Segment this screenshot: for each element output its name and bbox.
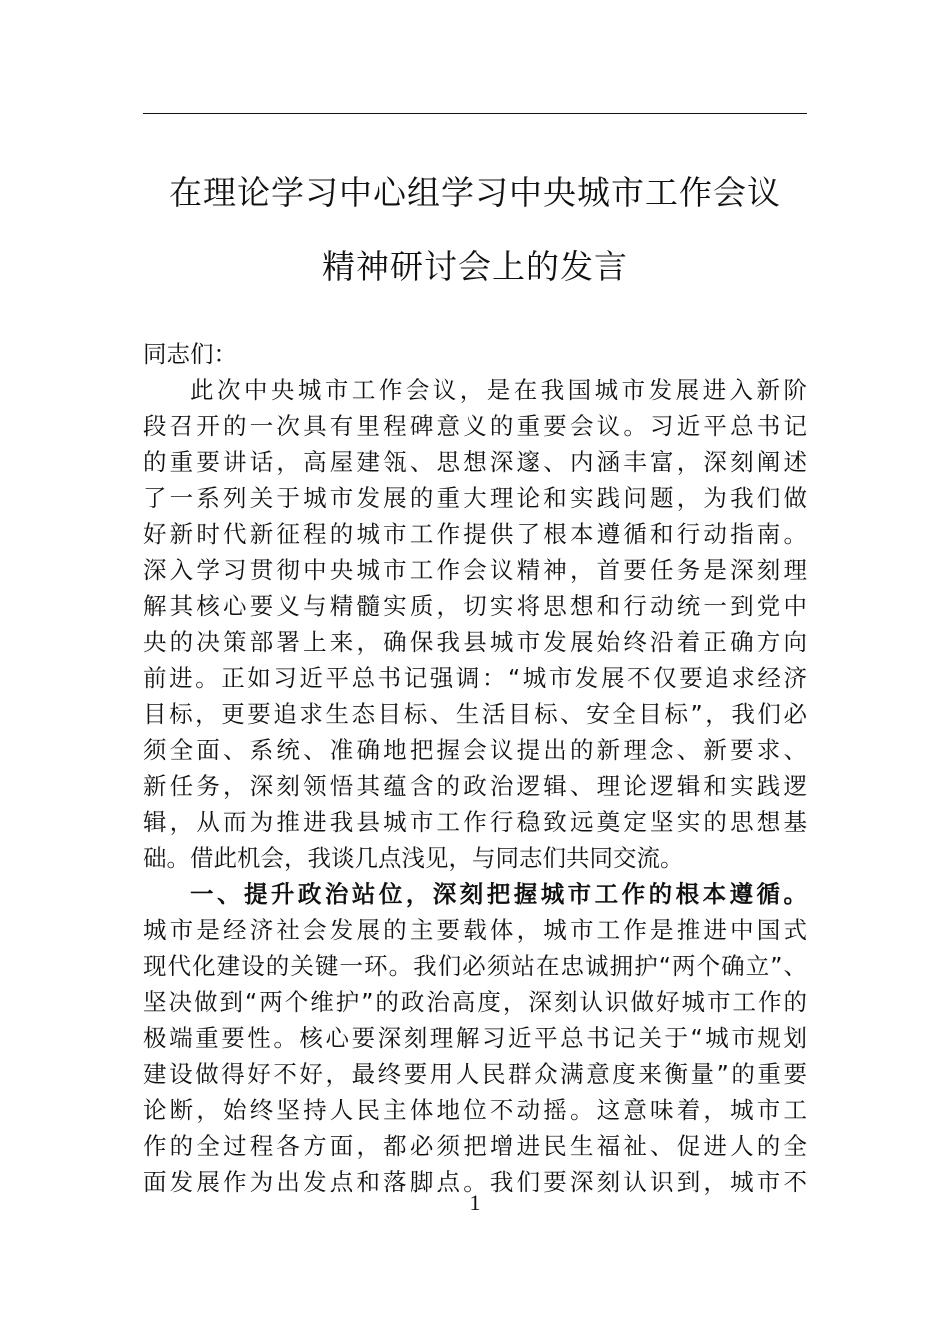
document-body <box>143 336 807 1200</box>
paragraph-line: 极端重要性。核心要深刻理解习近平总书记关于“城市规划 <box>143 1024 807 1052</box>
paragraph-line: 段召开的一次具有里程碑意义的重要会议。习近平总书记 <box>143 412 807 440</box>
paragraph-line: 好新时代新征程的城市工作提供了根本遵循和行动指南。 <box>143 520 807 548</box>
section-1-heading: 一、提升政治站位，深刻把握城市工作的根本遵循。 <box>190 880 807 908</box>
paragraph-line: 新任务，深刻领悟其蕴含的政治逻辑、理论逻辑和实践逻 <box>143 772 807 800</box>
paragraph-line: 深入学习贯彻中央城市工作会议精神，首要任务是深刻理 <box>143 556 807 584</box>
paragraph-line: 建设做得好不好，最终要用人民群众满意度来衡量”的重要 <box>143 1060 807 1088</box>
paragraph-line: 作的全过程各方面，都必须把增进民生福祉、促进人的全 <box>143 1132 807 1160</box>
paragraph-line: 前进。正如习近平总书记强调：“城市发展不仅要追求经济 <box>143 664 807 692</box>
paragraph-line: 解其核心要义与精髓实质，切实将思想和行动统一到党中 <box>143 592 807 620</box>
paragraph-line: 辑，从而为推进我县城市工作行稳致远奠定坚实的思想基 <box>143 808 807 836</box>
paragraph-line: 目标，更要追求生态目标、生活目标、安全目标”，我们必 <box>143 700 807 728</box>
document-title-line-1: 在理论学习中心组学习中央城市工作会议 <box>169 173 781 212</box>
paragraph-line: 的重要讲话，高屋建瓴、思想深邃、内涵丰富，深刻阐述 <box>143 448 807 476</box>
document-title-line-2: 精神研讨会上的发言 <box>322 247 628 286</box>
paragraph-line: 央的决策部署上来，确保我县城市发展始终沿着正确方向 <box>143 628 807 656</box>
paragraph-line: 础。借此机会，我谈几点浅见，与同志们共同交流。 <box>143 844 684 872</box>
paragraph-line: 坚决做到“两个维护”的政治高度，深刻认识做好城市工作的 <box>143 988 807 1016</box>
paragraph-line: 了一系列关于城市发展的重大理论和实践问题，为我们做 <box>143 484 807 512</box>
header-rule <box>143 113 807 114</box>
page-number: 1 <box>469 1190 481 1215</box>
paragraph-line: 城市是经济社会发展的主要载体，城市工作是推进中国式 <box>143 916 807 944</box>
paragraph-line: 须全面、系统、准确地把握会议提出的新理念、新要求、 <box>143 736 807 764</box>
paragraph-line: 论断，始终坚持人民主体地位不动摇。这意味着，城市工 <box>143 1096 807 1124</box>
paragraph-line: 面发展作为出发点和落脚点。我们要深刻认识到，城市不 <box>143 1168 807 1196</box>
salutation: 同志们： <box>143 340 237 368</box>
paragraph-line: 此次中央城市工作会议，是在我国城市发展进入新阶 <box>190 376 807 404</box>
paragraph-line: 现代化建设的关键一环。我们必须站在忠诚拥护“两个确立”、 <box>143 952 807 980</box>
